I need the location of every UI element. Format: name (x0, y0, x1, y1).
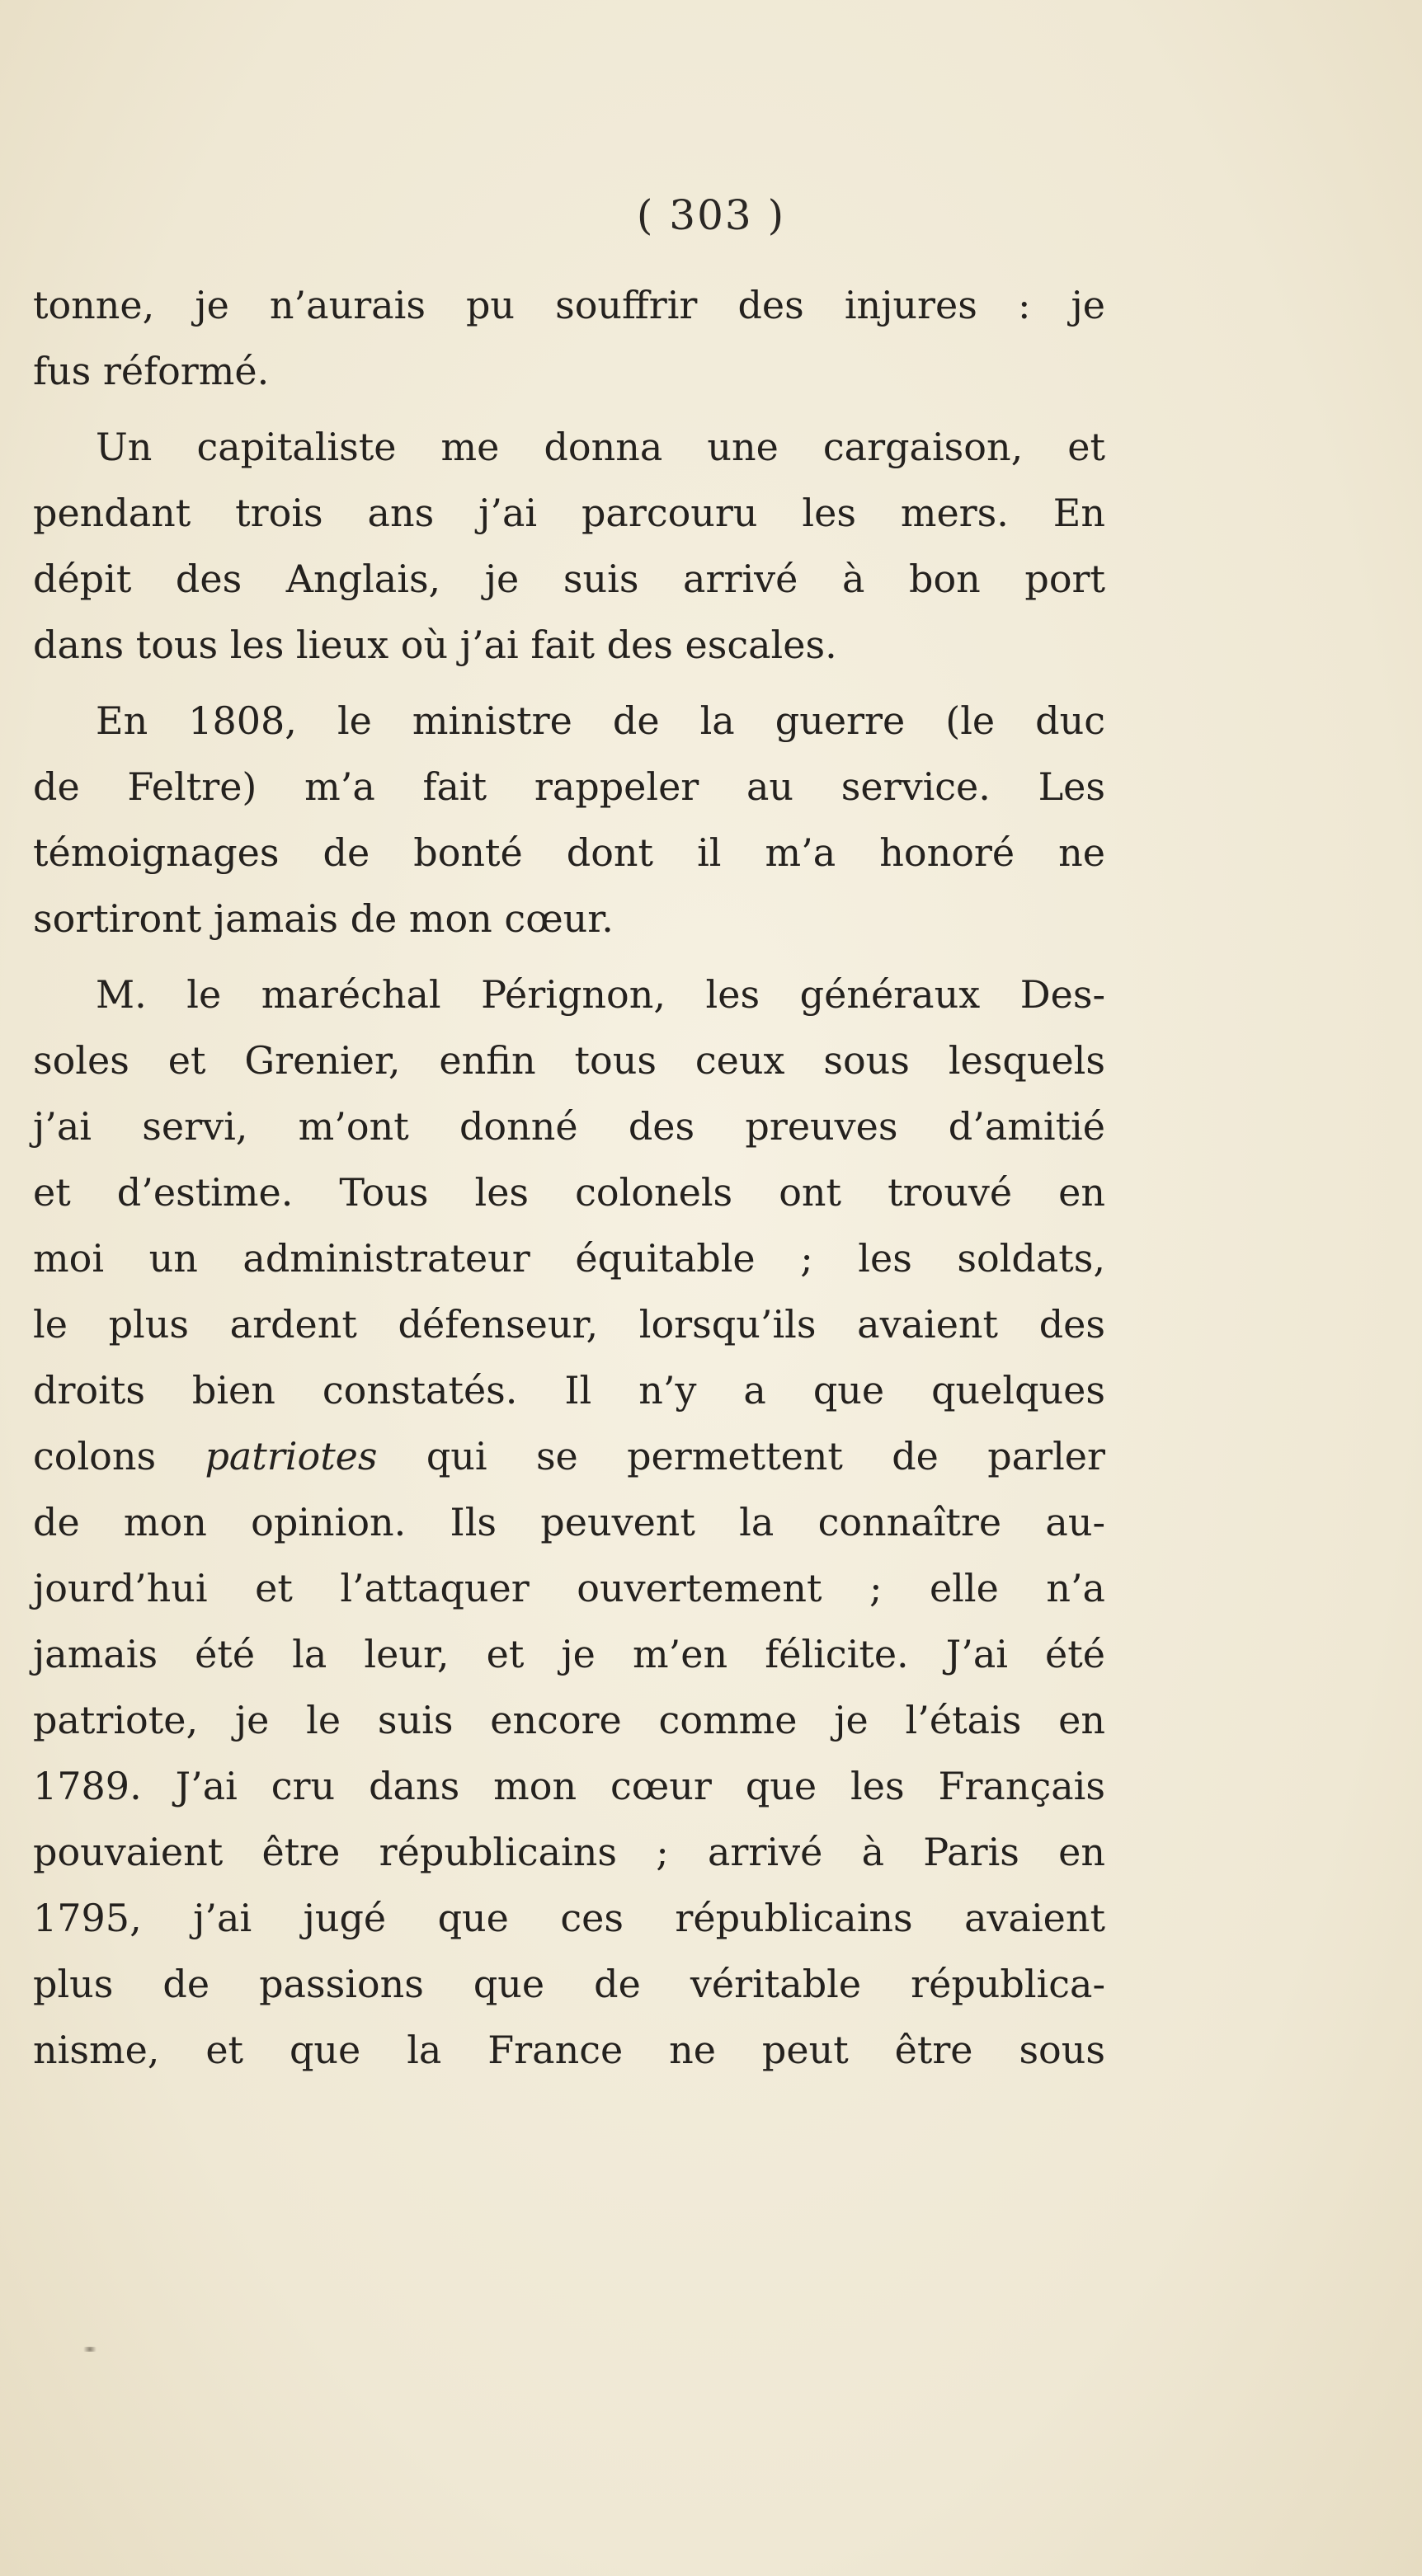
text-line: nisme, et que la France ne peut être sous (33, 2028, 1105, 2072)
text-fragment: colons (33, 1434, 157, 1478)
text-line: de Feltre) m’a fait rappeler au service. Les (33, 764, 1105, 809)
paper-speck (81, 2347, 99, 2352)
text-line: dans tous les lieux où j’ai fait des escales. (33, 623, 837, 667)
text-line: Un capitaliste me donna une cargaison, et (96, 425, 1105, 469)
text-line: le plus ardent défenseur, lorsqu’ils avaient des (33, 1302, 1105, 1347)
text-line: j’ai servi, m’ont donné des preuves d’amitié (33, 1104, 1105, 1149)
page-number: ( 303 ) (636, 191, 786, 239)
text-line: 1795, j’ai jugé que ces républicains avaient (33, 1896, 1105, 1940)
body-text (33, 272, 1105, 2083)
text-line: tonne, je n’aurais pu souffrir des injures : je (33, 283, 1105, 327)
text-line: témoignages de bonté dont il m’a honoré ne (33, 830, 1105, 875)
text-line: dépit des Anglais, je suis arrivé à bon port (33, 557, 1105, 601)
text-line: et d’estime. Tous les colonels ont trouvé en (33, 1170, 1105, 1215)
text-line: droits bien constatés. Il n’y a que quelques (33, 1368, 1105, 1413)
text-line: En 1808, le ministre de la guerre (le duc (96, 698, 1105, 743)
text-line: fus réformé. (33, 349, 270, 393)
text-line: jamais été la leur, et je m’en félicite. J’ai été (33, 1632, 1105, 1676)
text-line: moi un administrateur équitable ; les soldats, (33, 1236, 1105, 1281)
text-fragment: qui se permettent de parler (426, 1434, 1106, 1478)
text-line: jourd’hui et l’attaquer ouvertement ; elle n’a (33, 1566, 1105, 1610)
text-line: pendant trois ans j’ai parcouru les mers. En (33, 491, 1105, 535)
text-line: sortiront jamais de mon cœur. (33, 896, 614, 941)
text-line: soles et Grenier, enfin tous ceux sous lesquels (33, 1038, 1105, 1083)
text-line: de mon opinion. Ils peuvent la connaître au- (33, 1500, 1105, 1544)
text-line: plus de passions que de véritable républica- (33, 1962, 1105, 2006)
text-line: patriote, je le suis encore comme je l’étais en (33, 1698, 1105, 1742)
italic-word: patriotes (205, 1434, 378, 1478)
text-line: M. le maréchal Pérignon, les généraux Des- (96, 972, 1105, 1017)
text-line (33, 1423, 1105, 1489)
text-line: pouvaient être républicains ; arrivé à Paris en (33, 1830, 1105, 1874)
text-line: 1789. J’ai cru dans mon cœur que les Français (33, 1764, 1105, 1808)
